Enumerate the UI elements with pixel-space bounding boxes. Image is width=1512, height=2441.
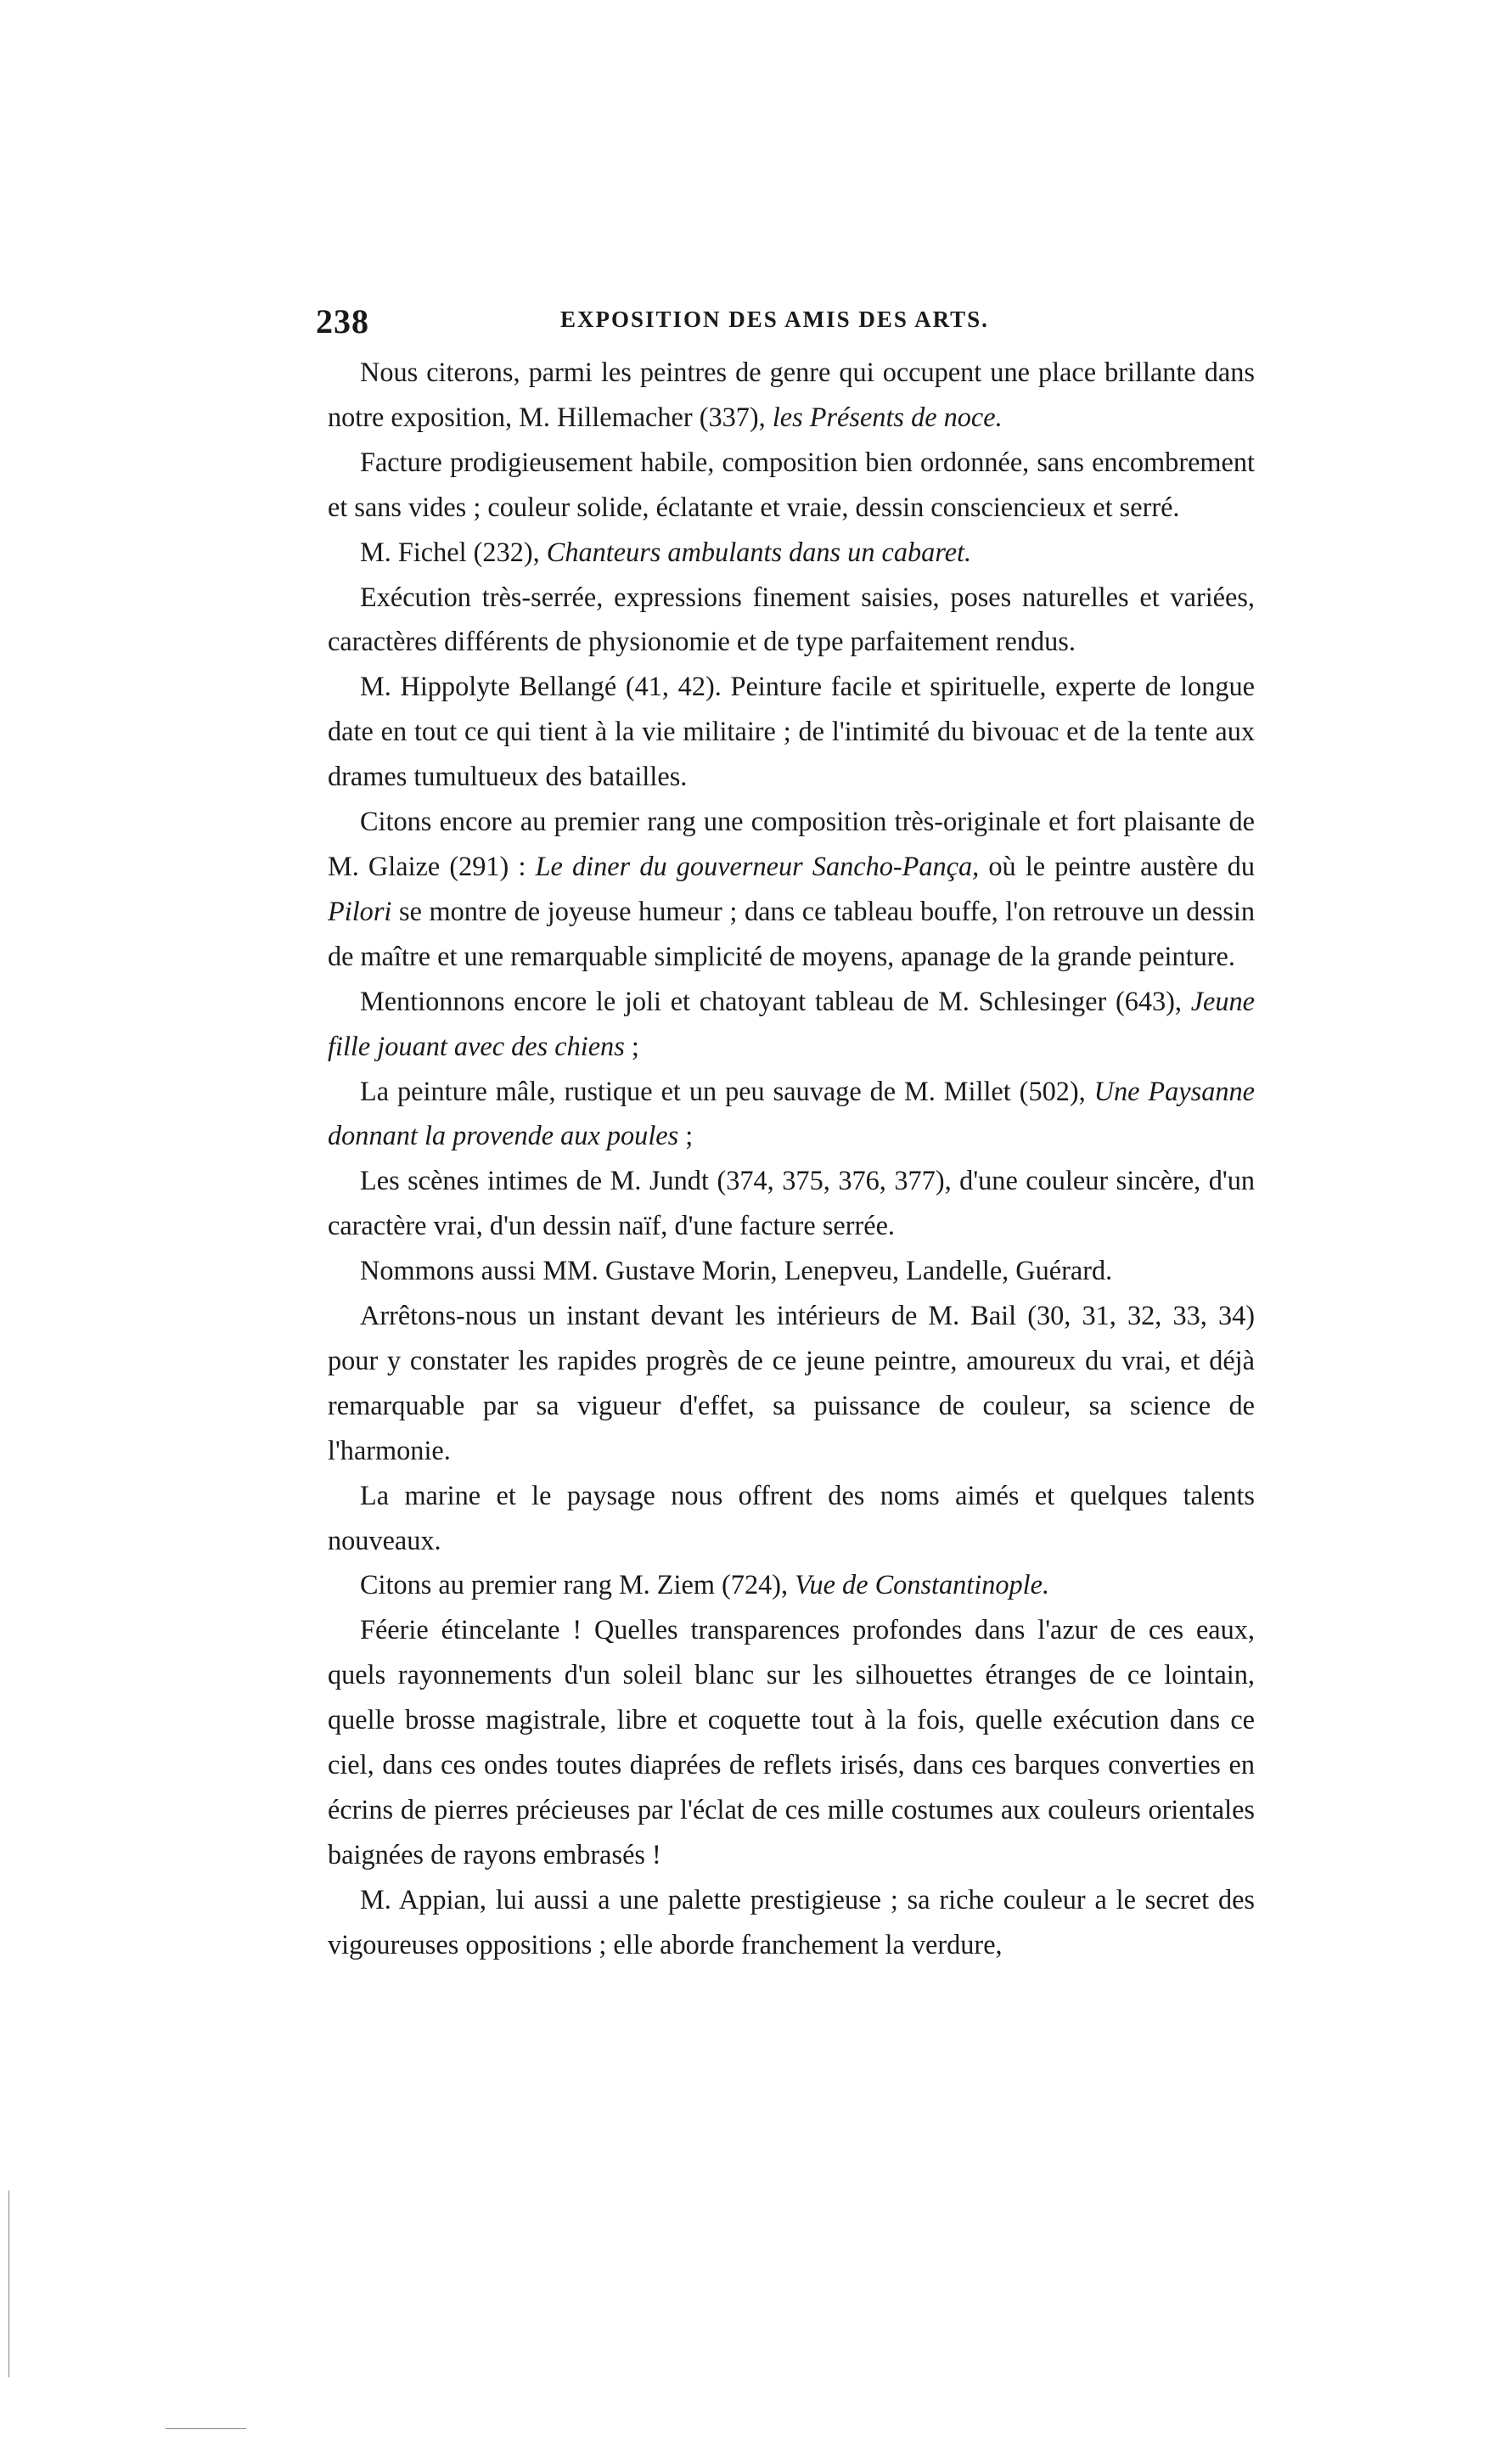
italic-title: Le diner du gouverneur Sancho-Pança, xyxy=(535,850,980,881)
text-run: où le peintre austère du xyxy=(979,850,1255,881)
scan-edge-line xyxy=(8,2191,9,2377)
paragraph xyxy=(328,575,1255,665)
text-run: La marine et le paysage nous offrent des noms aimés et quelques talents nouveaux. xyxy=(328,1479,1255,1555)
text-run: Arrêtons-nous un instant devant les intérieurs de M. Bail (30, 31, 32, 33, 34) pour y constater les rapides progrès de ce jeune peintre, amoureux du vrai, et déjà remarquable par sa vigueur d'effet, sa puissance de couleur, sa science de l'harmonie. xyxy=(328,1300,1255,1465)
text-run: Mentionnons encore le joli et chatoyant tableau de M. Schlesinger (643), xyxy=(360,985,1191,1016)
italic-title: les Présents de noce. xyxy=(772,401,1003,432)
paragraph xyxy=(328,1069,1255,1159)
paragraph xyxy=(328,1877,1255,1967)
paragraph xyxy=(328,1158,1255,1248)
paragraph xyxy=(328,664,1255,799)
page-header xyxy=(316,301,1267,344)
text-run: La peinture mâle, rustique et un peu sauvage de M. Millet (502), xyxy=(360,1075,1094,1106)
italic-title: Pilori xyxy=(328,895,392,926)
text-run: Nommons aussi MM. Gustave Morin, Lenepveu, Landelle, Guérard. xyxy=(360,1255,1113,1286)
paragraph xyxy=(328,440,1255,530)
paragraph xyxy=(328,1293,1255,1473)
paragraph xyxy=(328,979,1255,1069)
text-run: M. Appian, lui aussi a une palette prestigieuse ; sa riche couleur a le secret des vigoureuses oppositions ; elle aborde franchement la verdure, xyxy=(328,1883,1255,1960)
italic-title: Jeune fille jouant avec des chiens xyxy=(328,985,1255,1061)
text-run: Nous citerons, parmi les peintres de genre qui occupent une place brillante dans notre exposition, M. Hillemacher (337), xyxy=(328,357,1255,432)
italic-title: Une Paysanne donnant la provende aux poules xyxy=(328,1075,1255,1151)
page-number: 238 xyxy=(316,302,369,340)
paragraph xyxy=(328,1473,1255,1563)
scan-edge-mark xyxy=(166,2428,246,2429)
text-run: Féerie étincelante ! Quelles transparences profondes dans l'azur de ces eaux, quels rayonnements d'un soleil blanc sur les silhouettes étranges de ce lointain, quelle brosse magistrale, libre et coquette tout à la fois, quelle exécution dans ce ciel, dans ces ondes toutes diaprées de reflets irisés, dans ces barques converties en écrins de pierres précieuses par l'éclat de ces mille costumes aux couleurs orientales baignées de rayons embrasés ! xyxy=(328,1614,1255,1870)
text-run: se montre de joyeuse humeur ; dans ce tableau bouffe, l'on retrouve un dessin de maître et une remarquable simplicité de moyens, apanage de la grande peinture. xyxy=(328,895,1255,971)
running-title: EXPOSITION DES AMIS DES ARTS. xyxy=(560,307,989,332)
text-run: Citons au premier rang M. Ziem (724), xyxy=(360,1569,795,1600)
body-text xyxy=(328,350,1255,1967)
text-run: Citons encore au premier rang une composition très-originale et fort plaisante de M. Glaize (291) : xyxy=(328,806,1255,881)
text-run: Les scènes intimes de M. Jundt (374, 375, 376, 377), d'une couleur sincère, d'un caractère vrai, d'un dessin naïf, d'une facture serrée. xyxy=(328,1165,1255,1241)
paragraph xyxy=(328,1607,1255,1876)
text-run: Facture prodigieusement habile, composition bien ordonnée, sans encombrement et sans vides ; couleur solide, éclatante et vraie, dessin consciencieux et serré. xyxy=(328,446,1255,522)
italic-title: Vue de Constantinople. xyxy=(795,1569,1050,1600)
text-run: ; xyxy=(678,1120,694,1151)
text-run: M. Fichel (232), xyxy=(360,536,547,567)
paragraph xyxy=(328,1248,1255,1293)
paragraph xyxy=(328,350,1255,440)
text-run: Exécution très-serrée, expressions finement saisies, poses naturelles et variées, caractères différents de physionomie et de type parfaitement rendus. xyxy=(328,581,1255,657)
italic-title: Chanteurs ambulants dans un cabaret. xyxy=(546,536,972,567)
text-run: M. Hippolyte Bellangé (41, 42). Peinture facile et spirituelle, experte de longue date en tout ce qui tient à la vie militaire ; de l'intimité du bivouac et de la tente aux drames tumultueux des batailles. xyxy=(328,671,1255,792)
paragraph xyxy=(328,1562,1255,1607)
paragraph xyxy=(328,530,1255,575)
paragraph xyxy=(328,799,1255,979)
text-run: ; xyxy=(624,1030,639,1061)
